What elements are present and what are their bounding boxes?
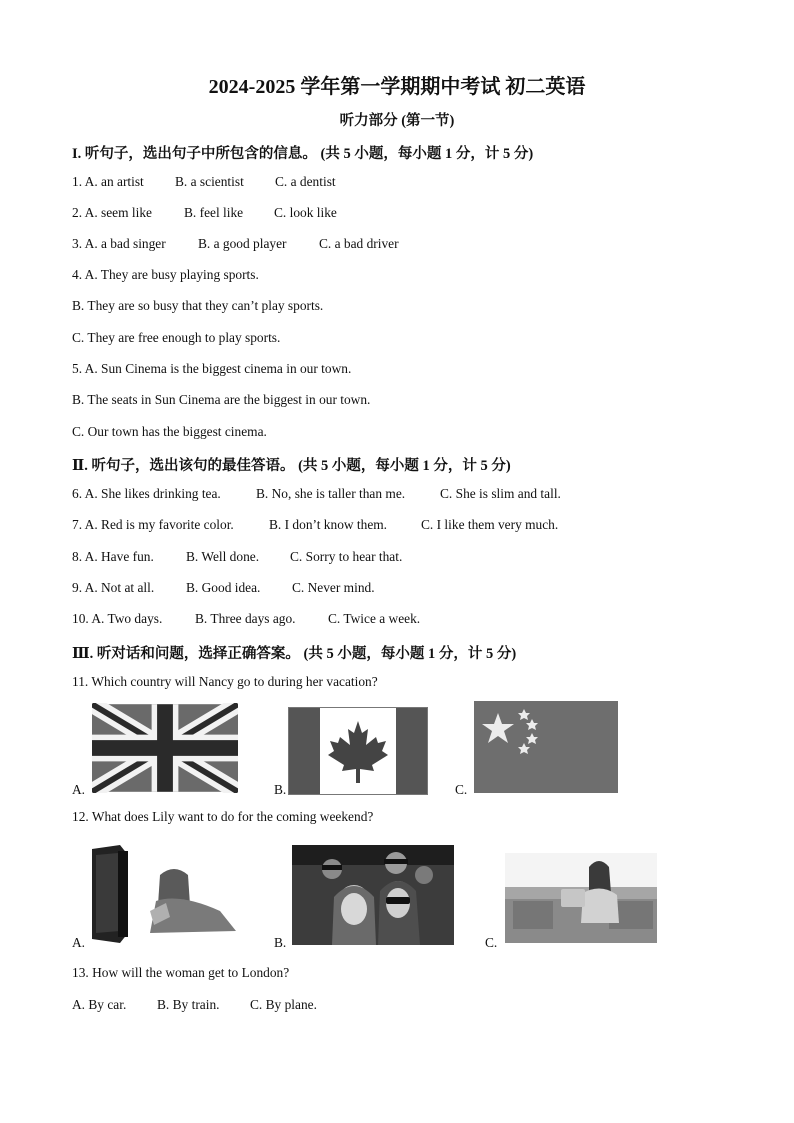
q6-option-b: B. No, she is taller than me. <box>256 486 406 501</box>
q13-option-c: C. By plane. <box>250 997 317 1012</box>
q12-label-b: B. <box>274 935 287 950</box>
q5-option-a: 5. A. Sun Cinema is the biggest cinema in our town. <box>72 361 352 376</box>
exam-subtitle: 听力部分 (第一节) <box>339 113 455 129</box>
q2-option-a: 2. A. seem like <box>72 205 152 220</box>
q1-option-c: C. a dentist <box>275 174 336 189</box>
q10-option-b: B. Three days ago. <box>195 611 296 626</box>
question-6 <box>72 486 561 502</box>
q8-option-b: B. Well done. <box>186 549 260 564</box>
q5-option-b: B. The seats in Sun Cinema are the biggest in our town. <box>72 392 371 407</box>
q11-label-b: B. <box>274 782 287 797</box>
q7-option-a: 7. A. Red is my favorite color. <box>72 517 234 532</box>
q6-option-a: 6. A. She likes drinking tea. <box>72 486 221 501</box>
section-3-heading: Ⅲ. 听对话和问题，选择正确答案。 (共 5 小题，每小题 1 分，计 5 分) <box>72 646 517 662</box>
question-1 <box>72 174 336 190</box>
question-13-options <box>72 997 317 1013</box>
question-9 <box>72 580 375 596</box>
q3-option-b: B. a good player <box>198 236 287 251</box>
question-3 <box>72 236 399 252</box>
q5-option-c: C. Our town has the biggest cinema. <box>72 424 267 439</box>
woman-on-sofa-image <box>505 853 657 943</box>
question-8 <box>72 549 403 565</box>
q12-question: 12. What does Lily want to do for the coming weekend? <box>72 809 374 824</box>
q4-option-a: 4. A. They are busy playing sports. <box>72 267 259 282</box>
exam-title: 2024-2025 学年第一学期期中考试 初二英语 <box>208 76 586 98</box>
q7-option-c: C. I like them very much. <box>421 517 559 532</box>
q13-option-a: A. By car. <box>72 997 127 1012</box>
q1-option-a: 1. A. an artist <box>72 174 144 189</box>
q9-option-b: B. Good idea. <box>186 580 261 595</box>
q12-label-a: A. <box>72 935 86 950</box>
china-flag-image <box>474 701 618 793</box>
section-1-heading: I. 听句子，选出句子中所包含的信息。 (共 5 小题，每小题 1 分，计 5 分) <box>72 146 534 162</box>
q11-label-a: A. <box>72 782 86 797</box>
question-2 <box>72 205 337 221</box>
q1-option-b: B. a scientist <box>175 174 244 189</box>
q4-option-c: C. They are free enough to play sports. <box>72 330 281 345</box>
q9-option-c: C. Never mind. <box>292 580 375 595</box>
canada-flag-image <box>288 707 428 795</box>
q10-option-c: C. Twice a week. <box>328 611 421 626</box>
uk-flag-image <box>92 703 238 793</box>
q11-label-c: C. <box>455 782 468 797</box>
q10-option-a: 10. A. Two days. <box>72 611 163 626</box>
q9-option-a: 9. A. Not at all. <box>72 580 155 595</box>
q11-question: 11. Which country will Nancy go to during her vacation? <box>72 674 378 689</box>
question-10 <box>72 611 421 627</box>
girl-watching-tv-image <box>90 845 240 943</box>
q3-option-a: 3. A. a bad singer <box>72 236 166 251</box>
q3-option-c: C. a bad driver <box>319 236 399 251</box>
section-2-heading: Ⅱ. 听句子，选出该句的最佳答语。 (共 5 小题，每小题 1 分，计 5 分) <box>72 458 511 474</box>
q6-option-c: C. She is slim and tall. <box>440 486 561 501</box>
q2-option-c: C. look like <box>274 205 337 220</box>
q2-option-b: B. feel like <box>184 205 244 220</box>
q8-option-a: 8. A. Have fun. <box>72 549 154 564</box>
q7-option-b: B. I don’t know them. <box>269 517 388 532</box>
q12-label-c: C. <box>485 935 498 950</box>
q8-option-c: C. Sorry to hear that. <box>290 549 403 564</box>
q13-question: 13. How will the woman get to London? <box>72 965 290 980</box>
q13-option-b: B. By train. <box>157 997 220 1012</box>
friends-at-cinema-image <box>292 845 454 945</box>
q4-option-b: B. They are so busy that they can’t play sports. <box>72 298 324 313</box>
question-7 <box>72 517 559 533</box>
